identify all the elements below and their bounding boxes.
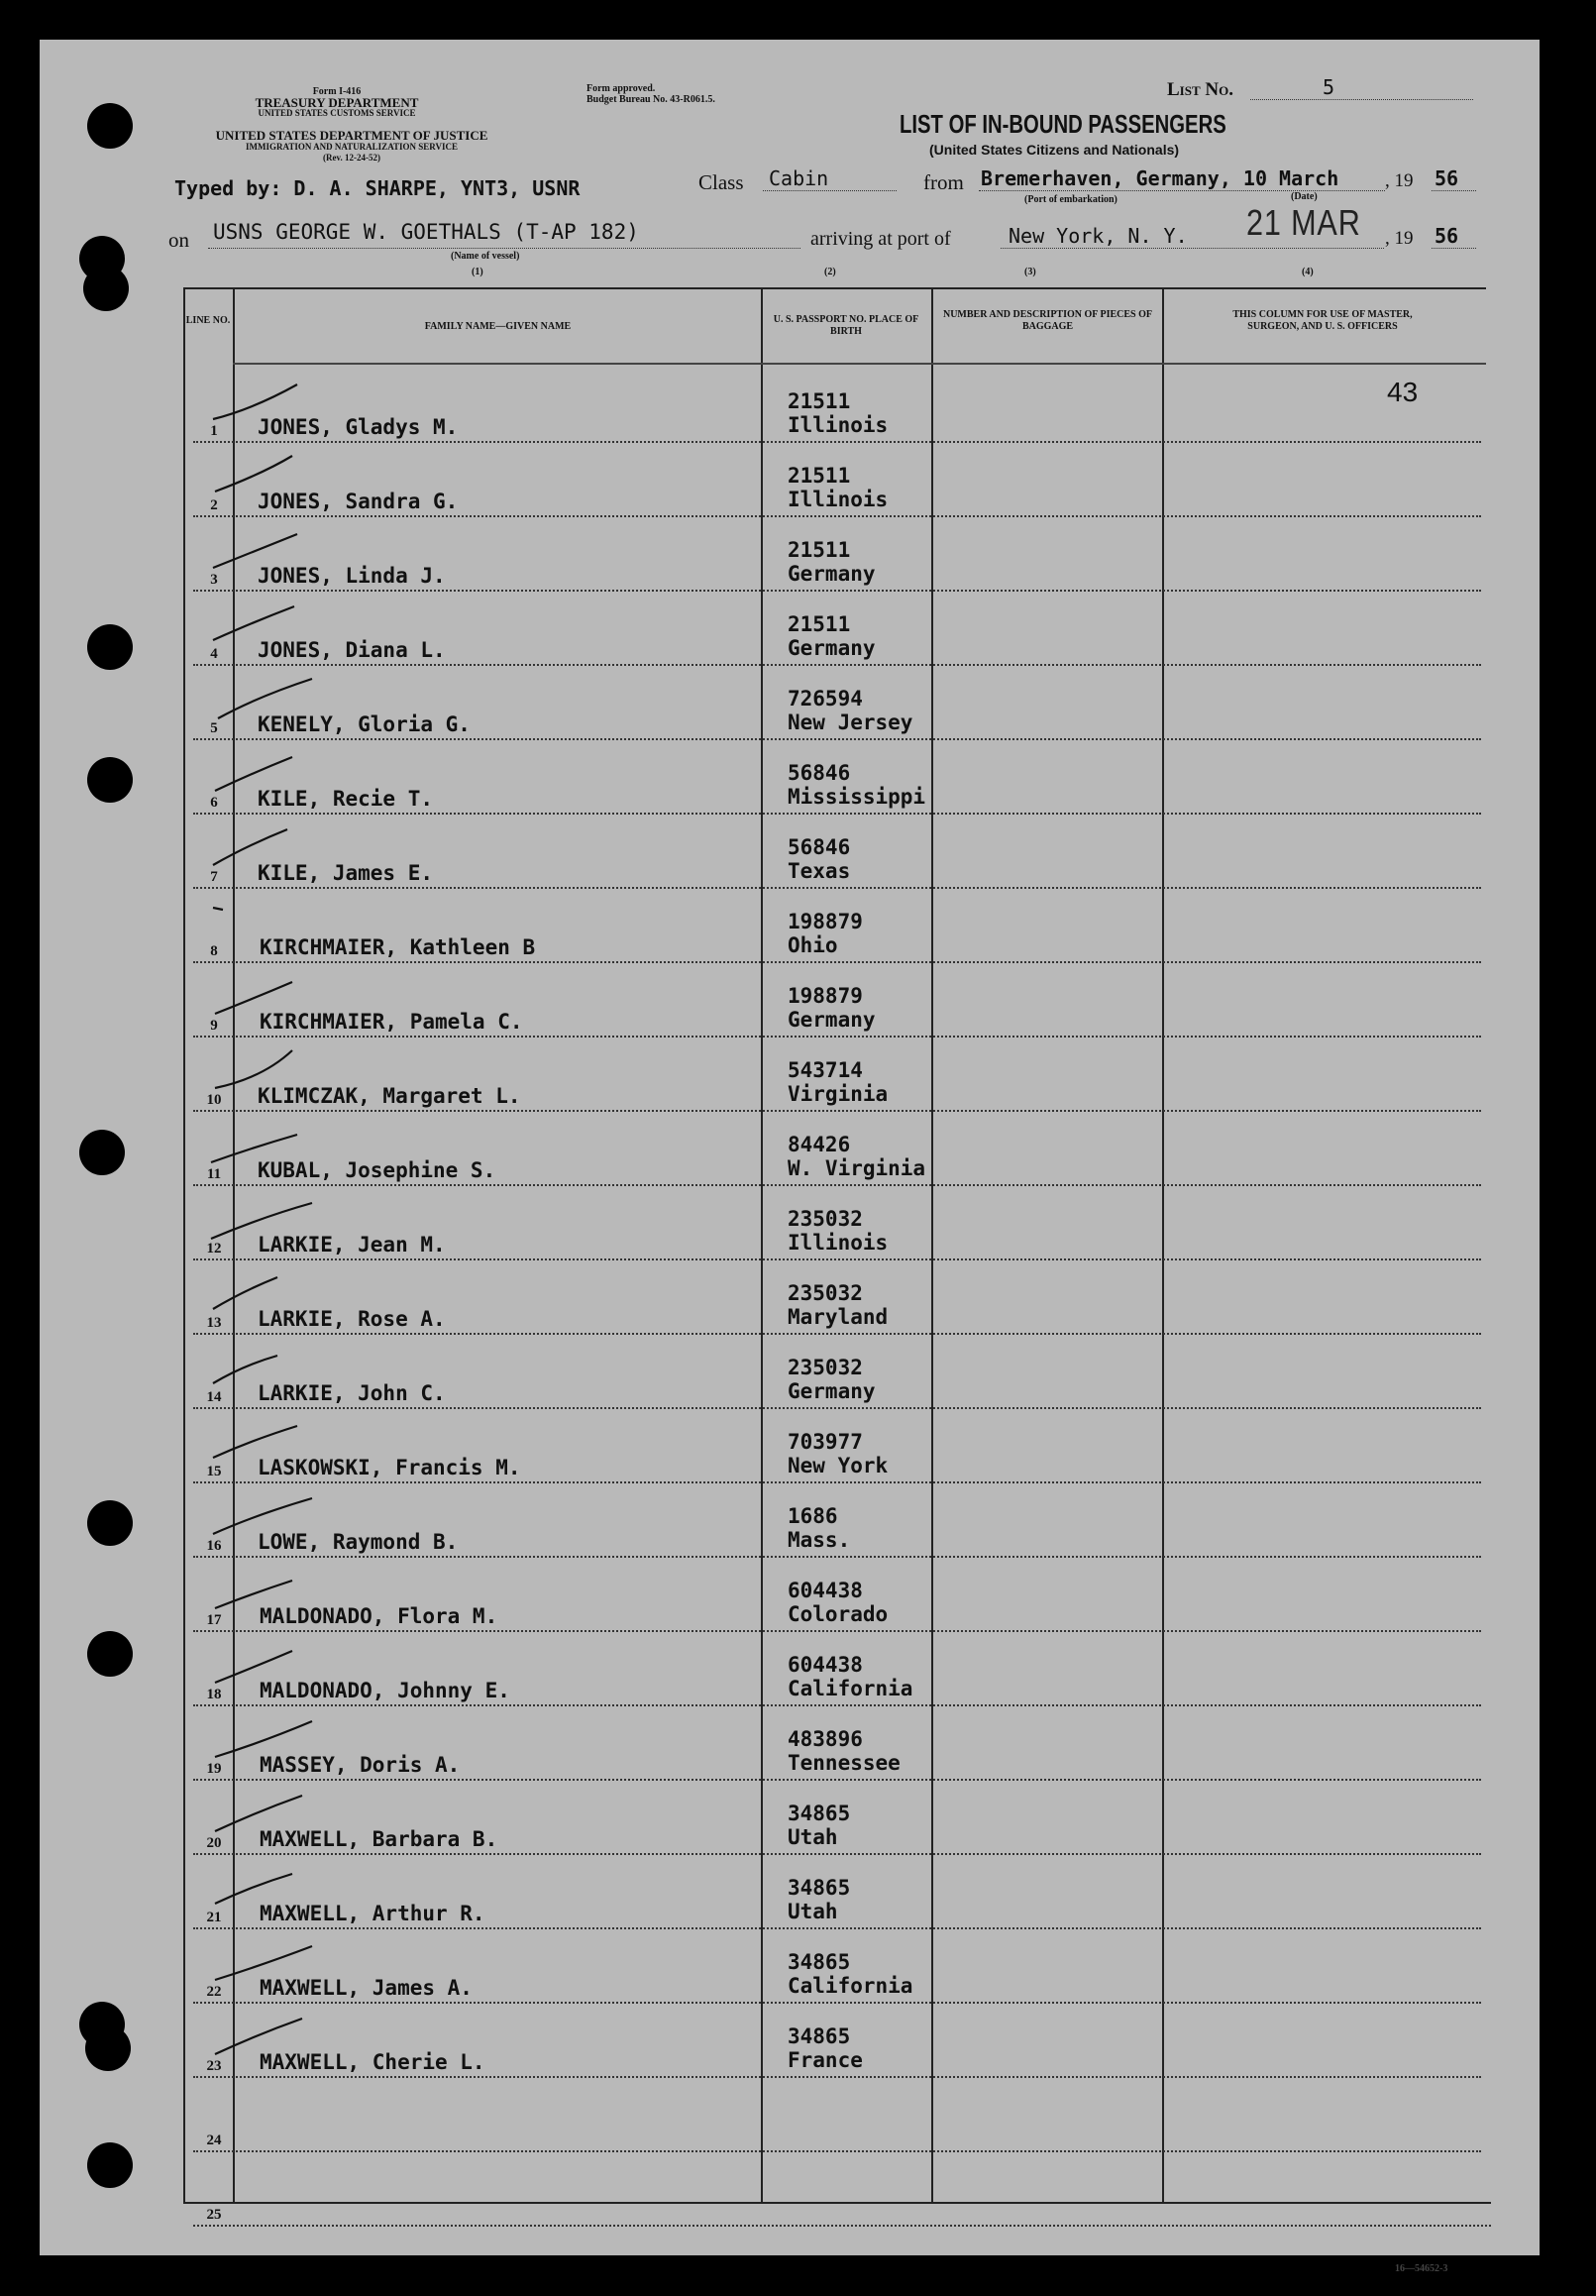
ins-service: IMMIGRATION AND NATURALIZATION SERVICE [246, 142, 458, 152]
row-divider [193, 2150, 1481, 2152]
check-stroke [213, 1498, 312, 1534]
justice-department: UNITED STATES DEPARTMENT OF JUSTICE [215, 128, 488, 143]
check-mark [203, 1048, 332, 1098]
row-divider [193, 1036, 1481, 1038]
passenger-name: MAXWELL, Arthur R. [260, 1902, 485, 1925]
passport-cell [788, 984, 876, 1032]
list-no-line [1250, 99, 1473, 100]
row-divider [193, 738, 1481, 740]
check-stroke [213, 606, 294, 640]
baggage-divider [1162, 289, 1164, 2202]
passport-cell [788, 1207, 888, 1255]
line-number: 9 [210, 1018, 218, 1034]
on-label: on [168, 228, 189, 252]
year-line-1 [1432, 190, 1476, 191]
line-number: 14 [206, 1389, 222, 1405]
passport-number: 21511 [788, 612, 851, 636]
check-mark [203, 825, 332, 875]
place-of-birth: Ohio [788, 933, 838, 957]
embarkation-year: 56 [1435, 166, 1459, 190]
passport-number: 703977 [788, 1430, 863, 1454]
passport-cell [788, 687, 912, 734]
check-stroke [213, 908, 223, 910]
header-line-no: LINE NO. [185, 315, 231, 326]
line-number: 21 [206, 1910, 222, 1925]
check-mark [203, 528, 332, 578]
vessel-name: USNS GEORGE W. GOETHALS (T-AP 182) [213, 220, 639, 244]
form-approved: Form approved. [586, 83, 656, 94]
passenger-name: JONES, Linda J. [258, 564, 446, 588]
document-title: LIST OF IN-BOUND PASSENGERS [900, 109, 1226, 139]
place-of-birth: Tennessee [788, 1751, 901, 1775]
line-number: 24 [206, 2132, 222, 2148]
place-of-birth: France [788, 2048, 863, 2072]
footer-code: 16—54652-3 [1395, 2263, 1448, 2274]
date-caption: (Date) [1291, 191, 1318, 202]
passport-cell [788, 1950, 912, 1998]
check-mark [203, 1569, 332, 1618]
check-mark [203, 1792, 332, 1841]
class-label: Class [698, 170, 744, 194]
passenger-name: MASSEY, Doris A. [260, 1753, 461, 1777]
place-of-birth: Germany [788, 1008, 876, 1032]
punch-hole [87, 624, 133, 670]
row-divider [193, 813, 1481, 815]
passport-cell [788, 1504, 850, 1552]
document-subtitle: (United States Citizens and Nationals) [929, 142, 1180, 158]
line-number: 6 [210, 795, 218, 811]
passenger-name: MAXWELL, Cherie L. [260, 2050, 485, 2074]
row-divider [193, 441, 1481, 443]
place-of-birth: Mississippi [788, 785, 926, 809]
year-line-2 [1432, 248, 1476, 249]
arrival-date-stamp: 21 MAR [1246, 202, 1361, 243]
line-number: 25 [206, 2207, 222, 2223]
name-divider [761, 289, 763, 2202]
row-divider [193, 1184, 1481, 1186]
check-mark [203, 1197, 332, 1247]
passenger-name: LOWE, Raymond B. [258, 1530, 459, 1554]
line-number: 15 [206, 1464, 222, 1479]
place-of-birth: California [788, 1677, 913, 1700]
check-mark [203, 602, 332, 652]
row-divider [193, 2076, 1481, 2078]
check-mark [203, 1346, 332, 1395]
check-stroke [213, 1277, 277, 1309]
passport-cell [788, 1058, 888, 1106]
row-divider [193, 1630, 1481, 1632]
check-mark [203, 1271, 332, 1321]
place-of-birth: Illinois [788, 1231, 889, 1255]
passport-cell [788, 1579, 888, 1626]
punch-hole [87, 757, 133, 803]
row-divider [193, 1556, 1481, 1558]
check-mark [203, 1940, 332, 1990]
year-prefix-1: , 19 [1385, 170, 1414, 191]
place-of-birth: New Jersey [788, 711, 913, 734]
place-of-birth: Utah [788, 1900, 838, 1923]
punch-hole [79, 1130, 125, 1175]
passenger-name: KILE, Recie T. [258, 787, 434, 811]
check-mark [203, 1866, 332, 1915]
line-number: 1 [210, 423, 218, 439]
passenger-name: LASKOWSKI, Francis M. [258, 1456, 521, 1479]
line-number: 11 [206, 1166, 222, 1182]
passport-number: 235032 [788, 1281, 863, 1305]
passenger-name: MAXWELL, Barbara B. [260, 1827, 498, 1851]
passport-number: 84426 [788, 1133, 851, 1156]
passport-cell [788, 1802, 850, 1849]
row-divider [193, 1333, 1481, 1335]
check-stroke [215, 982, 292, 1014]
row-divider [193, 590, 1481, 592]
check-stroke [213, 534, 297, 568]
line-number: 7 [210, 869, 218, 885]
header-family-name: FAMILY NAME—GIVEN NAME [424, 321, 572, 332]
header-passport: U. S. PASSPORT NO. PLACE OF BIRTH [773, 314, 919, 337]
row-divider [193, 1704, 1481, 1706]
place-of-birth: Illinois [788, 488, 889, 511]
passenger-name: LARKIE, Rose A. [258, 1307, 446, 1331]
row-divider [193, 961, 1481, 963]
line-number: 5 [210, 720, 218, 736]
embarkation-port-date: Bremerhaven, Germany, 10 March [981, 166, 1339, 190]
row-divider [193, 2225, 1491, 2227]
place-of-birth: Germany [788, 636, 876, 660]
passport-number: 56846 [788, 835, 851, 859]
passport-cell [788, 1727, 901, 1775]
row-divider [193, 664, 1481, 666]
place-of-birth: Mass. [788, 1528, 851, 1552]
line-number: 23 [206, 2058, 222, 2074]
line-number: 16 [206, 1538, 222, 1554]
passport-number: 34865 [788, 1876, 851, 1900]
punch-hole [87, 2142, 133, 2188]
passenger-name: JONES, Diana L. [258, 638, 446, 662]
punch-hole [83, 266, 129, 311]
from-line [979, 190, 1385, 191]
list-no-label: List No. [1167, 79, 1233, 100]
arrival-year: 56 [1435, 224, 1459, 248]
col-1-label: (1) [472, 267, 483, 277]
passport-number: 34865 [788, 1950, 851, 1974]
check-mark [203, 974, 332, 1024]
check-stroke [215, 456, 292, 492]
check-mark [203, 380, 332, 429]
check-mark [203, 454, 332, 503]
place-of-birth: California [788, 1974, 913, 1998]
vessel-line [208, 248, 800, 249]
col-4-label: (4) [1302, 267, 1314, 277]
line-number: 17 [206, 1612, 222, 1628]
col-3-label: (3) [1024, 267, 1036, 277]
passenger-name: KILE, James E. [258, 861, 434, 885]
passport-cell [788, 1430, 888, 1477]
passenger-name: KIRCHMAIER, Kathleen B [260, 935, 536, 959]
check-stroke [211, 1203, 312, 1239]
port-embarkation-caption: (Port of embarkation) [1024, 194, 1117, 205]
passport-number: 483896 [788, 1727, 863, 1751]
check-mark [203, 1643, 332, 1693]
passport-cell [788, 910, 863, 957]
line-number: 3 [210, 572, 218, 588]
line-number: 12 [206, 1241, 222, 1257]
row-divider [193, 2002, 1481, 2004]
typed-by: Typed by: D. A. SHARPE, YNT3, USNR [174, 176, 581, 200]
check-stroke [215, 1796, 302, 1831]
check-stroke [215, 1050, 292, 1088]
row-divider [193, 1927, 1481, 1929]
passport-number: 604438 [788, 1579, 863, 1602]
passport-number: 726594 [788, 687, 863, 711]
passport-number: 235032 [788, 1207, 863, 1231]
punch-hole [87, 103, 133, 149]
punch-hole [87, 1500, 133, 1546]
passenger-name: MALDONADO, Johnny E. [260, 1679, 510, 1702]
check-stroke [211, 1135, 297, 1162]
vessel-caption: (Name of vessel) [451, 251, 520, 262]
passenger-name: JONES, Sandra G. [258, 490, 459, 513]
place-of-birth: Virginia [788, 1082, 889, 1106]
check-stroke [215, 1581, 292, 1608]
row-divider [193, 515, 1481, 517]
line-number: 22 [206, 1984, 222, 2000]
passport-divider [931, 289, 933, 2202]
check-stroke [215, 1651, 292, 1683]
check-mark [203, 2015, 332, 2064]
place-of-birth: New York [788, 1454, 889, 1477]
passport-cell [788, 1281, 888, 1329]
row-divider [193, 1110, 1481, 1112]
passport-number: 543714 [788, 1058, 863, 1082]
revision-date: (Rev. 12-24-52) [323, 153, 380, 163]
passenger-name: MALDONADO, Flora M. [260, 1604, 498, 1628]
header-baggage: NUMBER AND DESCRIPTION OF PIECES OF BAGGAGE [942, 309, 1153, 332]
check-stroke [215, 1874, 292, 1904]
row-divider [193, 1258, 1481, 1260]
officer-count-note: 43 [1387, 377, 1419, 407]
check-mark [203, 751, 332, 801]
place-of-birth: Illinois [788, 413, 889, 437]
place-of-birth: Germany [788, 562, 876, 586]
arrival-line [1001, 248, 1384, 249]
row-divider [193, 887, 1481, 889]
line-number: 2 [210, 497, 218, 513]
row-divider [193, 1779, 1481, 1781]
passenger-name: KENELY, Gloria G. [258, 712, 471, 736]
passport-cell [788, 1133, 925, 1180]
passenger-name: KLIMCZAK, Margaret L. [258, 1084, 521, 1108]
treasury-department: TREASURY DEPARTMENT [255, 95, 419, 110]
place-of-birth: Germany [788, 1379, 876, 1403]
passport-cell [788, 464, 888, 511]
passport-number: 34865 [788, 2024, 851, 2048]
place-of-birth: Maryland [788, 1305, 889, 1329]
punch-hole [87, 1631, 133, 1677]
passport-number: 198879 [788, 910, 863, 933]
passport-number: 198879 [788, 984, 863, 1008]
check-stroke [213, 829, 287, 865]
passport-number: 34865 [788, 1802, 851, 1825]
arriving-label: arriving at port of [810, 228, 951, 250]
passport-cell [788, 389, 888, 437]
passport-cell [788, 761, 925, 809]
line-number: 4 [210, 646, 218, 662]
check-stroke [213, 384, 297, 419]
check-mark [203, 1420, 332, 1470]
line-number: 18 [206, 1687, 222, 1702]
header-officers: THIS COLUMN FOR USE OF MASTER, SURGEON, AND U. S. OFFICERS [1232, 309, 1413, 332]
passport-number: 1686 [788, 1504, 838, 1528]
passenger-name: KIRCHMAIER, Pamela C. [260, 1010, 523, 1034]
list-number: 5 [1323, 75, 1335, 99]
check-stroke [213, 1426, 297, 1458]
budget-bureau: Budget Bureau No. 43-R061.5. [586, 94, 715, 105]
passenger-name: LARKIE, Jean M. [258, 1233, 446, 1257]
line-number: 20 [206, 1835, 222, 1851]
passport-cell [788, 538, 876, 586]
class-line [763, 190, 897, 191]
year-prefix-2: , 19 [1385, 228, 1414, 249]
line-number: 19 [206, 1761, 222, 1777]
passport-cell [788, 1653, 912, 1700]
col-2-label: (2) [824, 267, 836, 277]
passport-cell [788, 835, 850, 883]
passenger-name: KUBAL, Josephine S. [258, 1158, 496, 1182]
line-number: 10 [206, 1092, 222, 1108]
line-number: 13 [206, 1315, 222, 1331]
passenger-name: LARKIE, John C. [258, 1381, 446, 1405]
table-bottom-border [183, 2202, 1491, 2204]
table-left-border [183, 289, 185, 2202]
punch-hole [85, 2025, 131, 2071]
passport-number: 21511 [788, 464, 851, 488]
passport-cell [788, 2024, 863, 2072]
check-stroke [213, 1356, 277, 1383]
check-mark [203, 1717, 332, 1767]
row-divider [193, 1853, 1481, 1855]
check-stroke [215, 2019, 302, 2054]
check-stroke [215, 757, 292, 791]
passport-number: 235032 [788, 1356, 863, 1379]
class-value: Cabin [769, 166, 829, 190]
passport-number: 21511 [788, 538, 851, 562]
form-number: Form I-416 [312, 86, 362, 97]
check-mark [203, 900, 332, 949]
check-stroke [218, 679, 312, 718]
from-label: from [923, 170, 964, 194]
line-number: 8 [210, 943, 218, 959]
arrival-port: New York, N. Y. [1009, 224, 1188, 248]
passport-number: 604438 [788, 1653, 863, 1677]
passport-cell [788, 1356, 876, 1403]
passport-number: 56846 [788, 761, 851, 785]
place-of-birth: Colorado [788, 1602, 889, 1626]
check-stroke [215, 1721, 312, 1757]
passport-cell [788, 1876, 850, 1923]
passport-cell [788, 612, 876, 660]
table-top-border [183, 287, 1486, 289]
place-of-birth: W. Virginia [788, 1156, 926, 1180]
header-bottom-line [233, 363, 1486, 365]
check-mark [203, 1123, 332, 1172]
passport-number: 21511 [788, 389, 851, 413]
place-of-birth: Utah [788, 1825, 838, 1849]
passenger-name: MAXWELL, James A. [260, 1976, 473, 2000]
customs-service: UNITED STATES CUSTOMS SERVICE [258, 108, 416, 118]
passenger-name: JONES, Gladys M. [258, 415, 459, 439]
place-of-birth: Texas [788, 859, 851, 883]
check-mark [203, 1494, 332, 1544]
check-mark [203, 677, 332, 726]
row-divider [193, 1407, 1481, 1409]
check-stroke [215, 1946, 312, 1980]
row-divider [193, 1481, 1481, 1483]
